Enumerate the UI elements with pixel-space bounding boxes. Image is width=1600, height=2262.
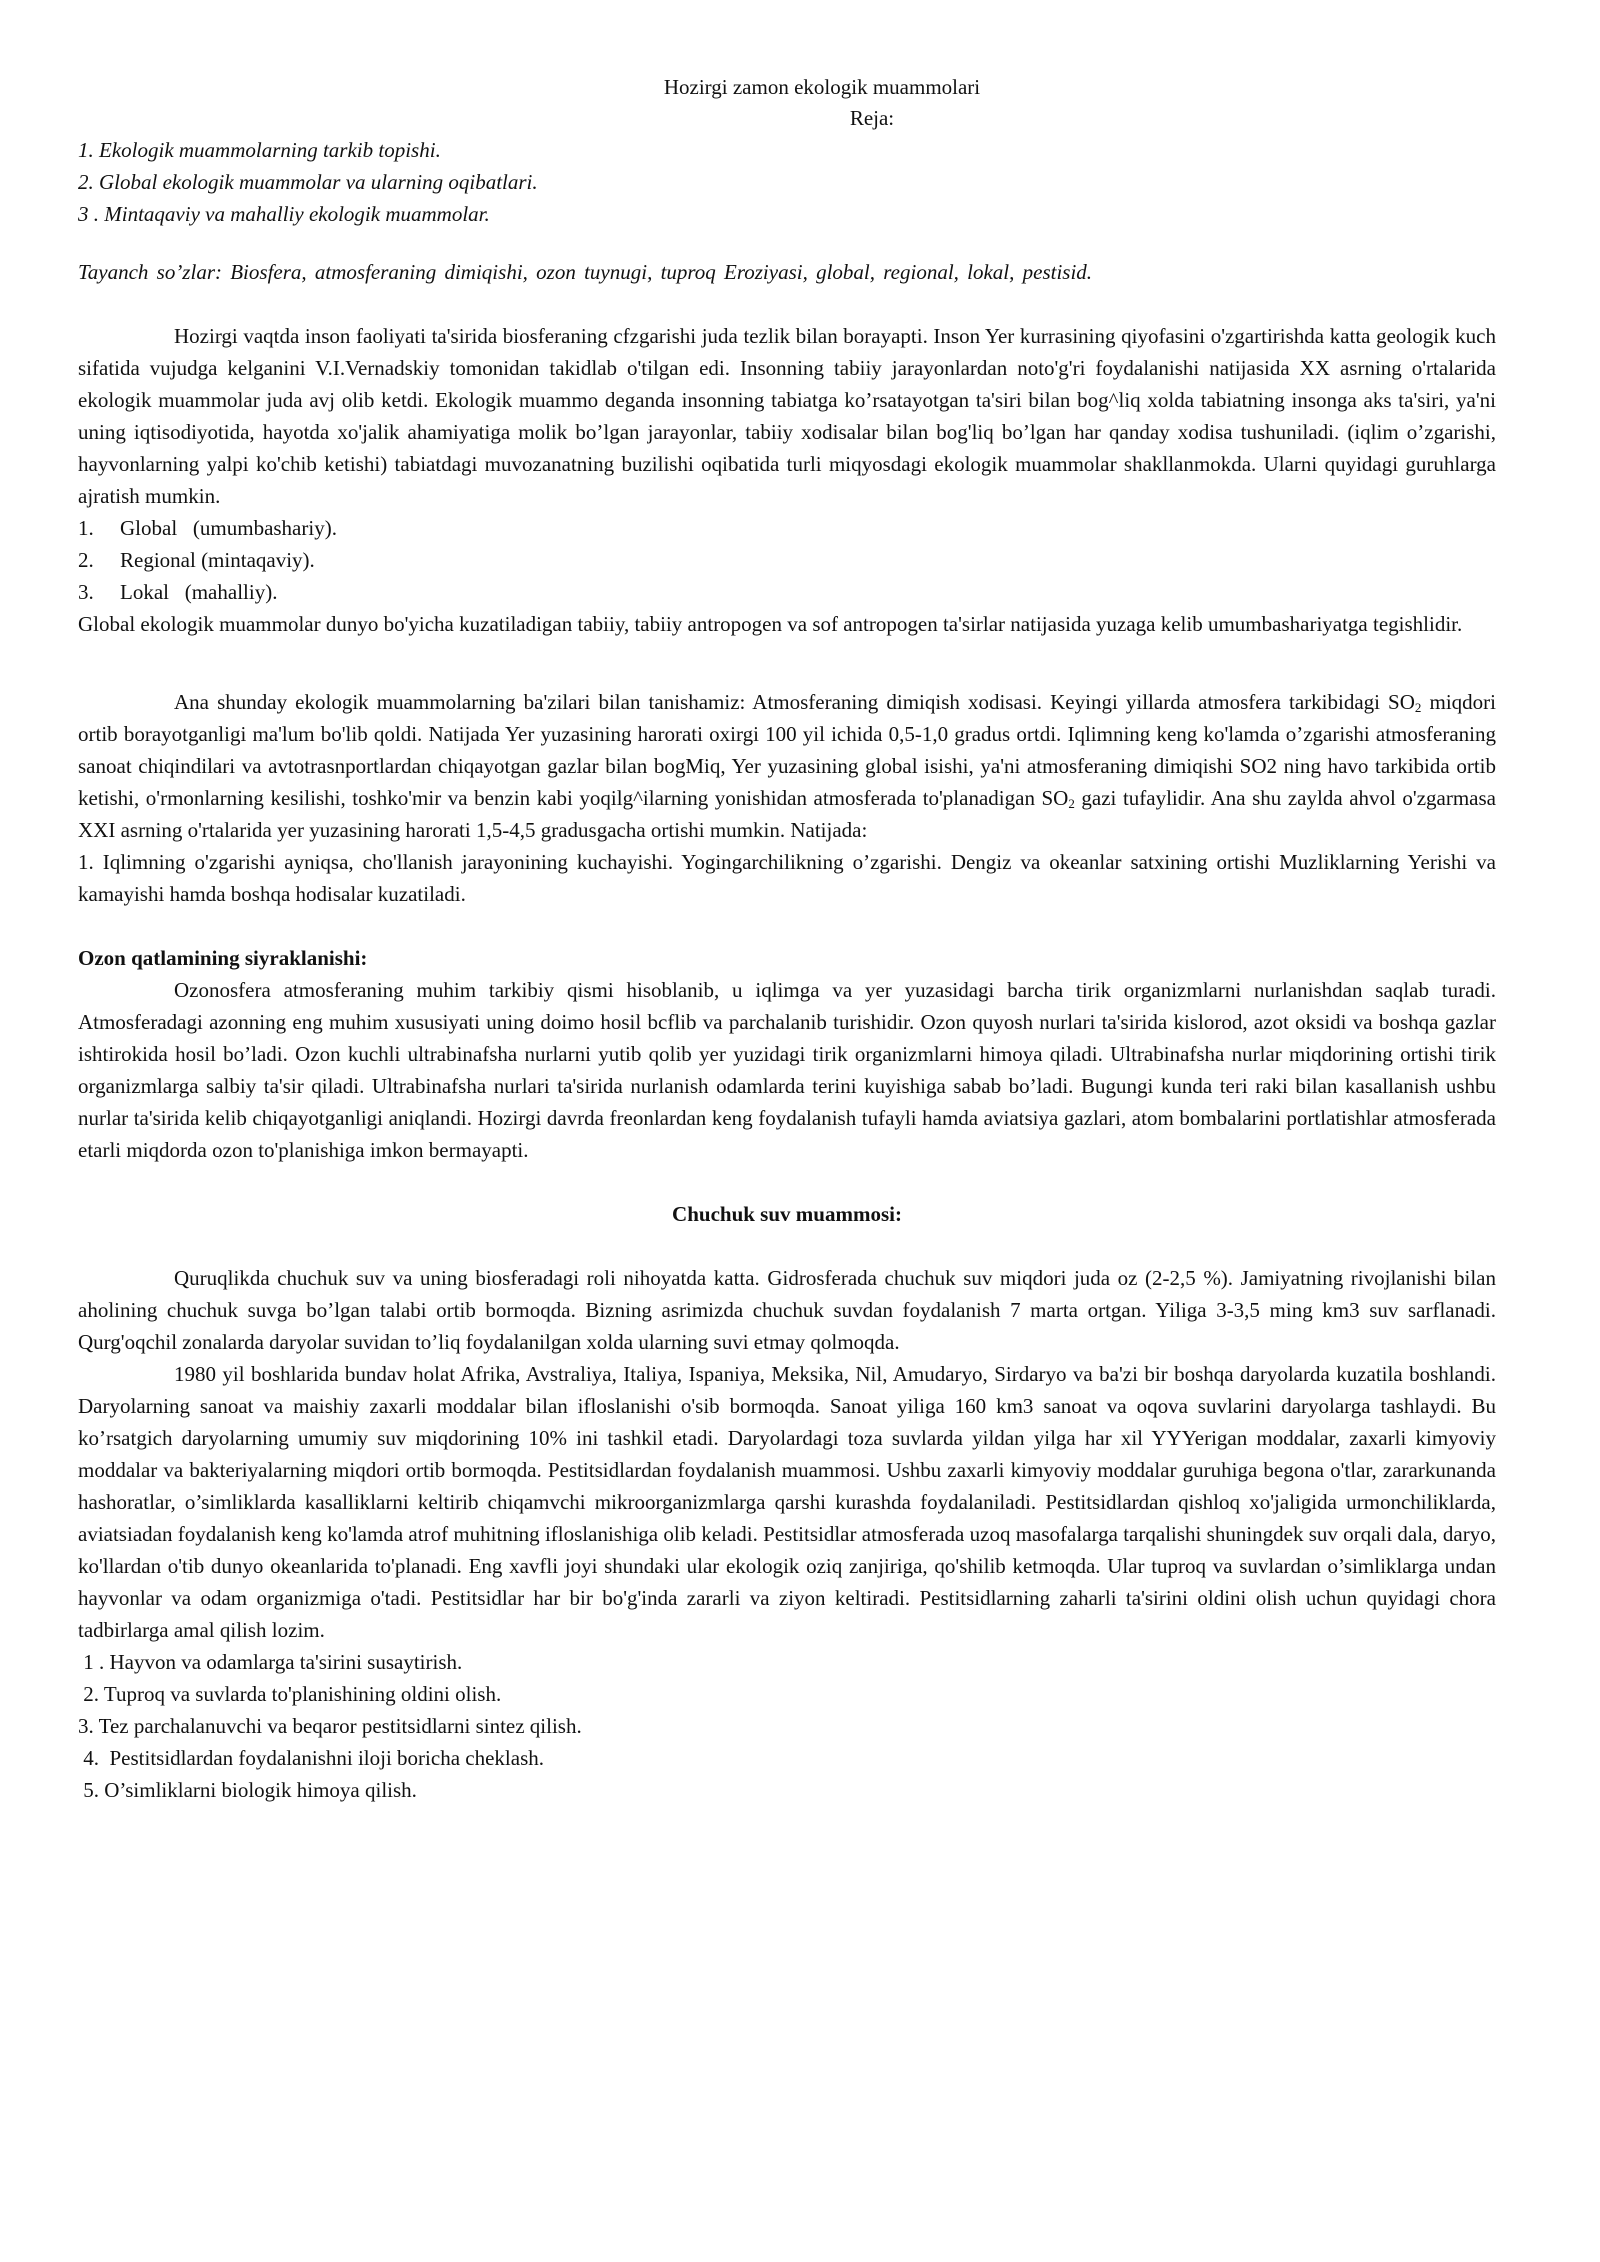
ozone-heading: Ozon qatlamining siyraklanishi: — [78, 946, 368, 970]
list-item: 3. Lokal (mahalliy). — [78, 580, 278, 604]
document-title: Hozirgi zamon ekologik muammolari — [663, 75, 981, 99]
plan-item: 1. Ekologik muammolarning tarkib topishi. — [78, 138, 441, 162]
subscript-2: 2 — [1414, 700, 1422, 715]
atmosphere-text-part3: gazi tufaylidir. Ana shu zaylda ahvol o'zgarmasa XXI asrning o'rtalarida yer yuzasining harorati 1,5-4,5 gradusgacha ortishi mumkin. Natijada: — [78, 786, 1496, 842]
intro-paragraph: Hozirgi vaqtda inson faoliyati ta'sirida biosferaning cfzgarishi juda tezlik bilan borayapti. Inson Yer kurrasining qiyofasini o'zgartirishda katta geologik kuch sifatida vujudga kelganini V.I.Vernadskiy tomonidan takidlab o'tilgan edi. Insonning tabiiy jarayonlardan noto'g'ri foydalanishi natijasida XX asrning o'rtalarida ekologik muammolar juda avj olib ketdi. Ekologik muammo deganda insonning tabiatga ko’rsatayotgan ta'siri bilan bog^liq xolda tabiatning insonga aks ta'siri, ya'ni uning iqtisodiyotida, hayotda xo'jalik ahamiyatiga molik bo’lgan jarayonlar, tabiiy xodisalar bilan bog'liq bo’lgan har qanday xodisa tushuniladi. (iqlim o’zgarishi, hayvonlarning yalpi ko'chib ketishi) tabiatdagi muvozanatning buzilishi oqibatida turli miqyosdagi ekologik muammolar shakllanmokda. Ularni quyidagi guruhlarga ajratish mumkin. — [78, 324, 1496, 508]
list-item: 1. Global (umumbashariy). — [78, 516, 337, 540]
atmosphere-text-part1: Ana shunday ekologik muammolarning ba'zilari bilan tanishamiz: Atmosferaning dimiqish xodisasi. Keyingi yillarda atmosfera tarkibidagi SO — [174, 690, 1415, 714]
list-item: 2. Tuproq va suvlarda to'planishining oldini olish. — [78, 1682, 502, 1706]
subscript-2: 2 — [1068, 796, 1075, 811]
document-page — [78, 72, 1496, 1806]
plan-label: Reja: — [849, 106, 895, 130]
water-paragraph-2: 1980 yil boshlarida bundav holat Afrika, Avstraliya, Italiya, Ispaniya, Meksika, Nil, Amudaryo, Sirdaryo va ba'zi bir boshqa daryolarda kuzatila boshlandi. Daryolarning sanoat va maishiy zaxarli moddalar bilan ifloslanishi o'sib bormoqda. Sanoat yiliga 160 km3 sanoat va oqova suvlarini daryolarga tashlaydi. Bu ko’rsatgich daryolarning umumiy suv miqdorining 10% ini tashkil etadi. Daryolardagi toza suvlarda yildan yilga har xil YYYerigan moddalar, zaxarli kimyoviy moddalar va bakteriyalarning miqdori ortib bormoqda. Pestitsidlardan foydalanish muammosi. Ushbu zaxarli kimyoviy moddalar guruhiga begona o'tlar, zararkunanda hashoratlar, o’simliklarda kasalliklarni keltirib chiqamvchi mikroorganizmlarga qarshi kurashda foydalaniladi. Pestitsidlardan qishloq xo'jaligida urmonchiliklarda, aviatsiadan foydalanish keng ko'lamda atrof muhitning ifloslanishiga olib keladi. Pestitsidlar atmosferada uzoq masofalarga tarqalishi shuningdek suv orqali dala, daryo, ko'llardan o'tib dunyo okeanlarida to'planadi. Eng xavfli joyi shundaki ular ekologik oziq zanjiriga, qo'shilib ketmoqda. Ular tuproq va suvlardan o’simliklarga undan hayvonlar va odam organizmiga o'tadi. Pestitsidlar har bir bo'g'inda zararli va ziyon keltiradi. Pestitsidlarning zaharli ta'sirini oldini olish uchun quyidagi chora tadbirlarga amal qilish lozim. — [78, 1362, 1496, 1642]
types-list — [78, 512, 1496, 608]
atmosphere-paragraph — [78, 686, 1496, 846]
water-paragraph-1: Quruqlikda chuchuk suv va uning biosferadagi roli nihoyatda katta. Gidrosferada chuchuk suv miqdori juda oz (2-2,5 %). Jamiyatning rivojlanishi bilan aholining chuchuk suvga bo’lgan talabi ortib bormoqda. Bizning asrimizda chuchuk suvdan foydalanish 7 marta ortgan. Yiliga 3-3,5 ming km3 suv sarflanadi. Qurg'oqchil zonalarda daryolar suvidan to’liq foydalanilgan xolda ularning suvi etmay qolmoqda. — [78, 1266, 1496, 1354]
plan-list — [78, 134, 1496, 230]
plan-item: 2. Global ekologik muammolar va ularning oqibatlari. — [78, 170, 538, 194]
ozone-paragraph: Ozonosfera atmosferaning muhim tarkibiy qismi hisoblanib, u iqlimga va yer yuzasidagi barcha tirik organizmlarni nurlanishdan saqlab turadi. Atmosferadagi azonning eng muhim xususiyati uning doimo hosil bcflib va parchalanib turishidir. Ozon quyosh nurlari ta'sirida kislorod, azot oksidi va boshqa gazlar ishtirokida hosil bo’ladi. Ozon kuchli ultrabinafsha nurlarni yutib qolib yer yuzidagi tirik organizmlarni himoya qiladi. Ultrabinafsha nurlar miqdorining ortishi tirik organizmlarga salbiy ta'sir qiladi. Ultrabinafsha nurlari ta'sirida nurlanish odamlarda terini kuyishiga sabab bo’ladi. Bugungi kunda teri raki bilan kasallanish ushbu nurlar ta'sirida kelib chiqayotganligi aniqlandi. Hozirgi davrda freonlardan keng foydalanish tufayli hamda aviatsiya gazlari, atom bombalarini portlatishlar atmosferada etarli miqdorda ozon to'planishiga imkon bermayapti. — [78, 978, 1496, 1162]
list-item: 5. O’simliklarni biologik himoya qilish. — [78, 1778, 417, 1802]
atmosphere-result-paragraph: 1. Iqlimning o'zgarishi ayniqsa, cho'llanish jarayonining kuchayishi. Yogingarchilikning o’zgarishi. Dengiz va okeanlar satxining ortishi Muzliklarning Yerishi va kamayishi hamda boshqa hodisalar kuzatiladi. — [78, 850, 1496, 906]
water-heading: Chuchuk suv muammosi: — [672, 1202, 902, 1226]
plan-item: 3 . Mintaqaviy va mahalliy ekologik muammolar. — [78, 202, 490, 226]
list-item: 3. Tez parchalanuvchi va beqaror pestitsidlarni sintez qilish. — [78, 1714, 582, 1738]
list-item: 4. Pestitsidlardan foydalanishni iloji boricha cheklash. — [78, 1746, 544, 1770]
keywords-line: Tayanch so’zlar: Biosfera, atmosferaning dimiqishi, ozon tuynugi, tuproq Eroziyasi, global, regional, lokal, pestisid. — [78, 260, 1093, 284]
measures-list — [78, 1646, 1496, 1806]
list-item: 1 . Hayvon va odamlarga ta'sirini susaytirish. — [78, 1650, 463, 1674]
atmosphere-text-part2: miqdori ortib borayotganligi ma'lum bo'lib qoldi. Natijada Yer yuzasining harorati oxirgi 100 yil ichida 0,5-1,0 gradus ortdi. Iqlimning keng ko'lamda o’zgarishi atmosferaning sanoat chiqindilari va avtotrasnportlardan chiqayotgan gazlar bilan bogMiq, Yer yuzasining global isishi, ya'ni atmosferaning dimiqishi SO2 ning havo tarkibida ortib ketishi, o'rmonlarning kesilishi, toshko'mir va benzin kabi yoqilg^ilarning yonishidan atmosferada to'planadigan SO — [78, 690, 1496, 810]
list-item: 2. Regional (mintaqaviy). — [78, 548, 315, 572]
global-definition-paragraph: Global ekologik muammolar dunyo bo'yicha kuzatiladigan tabiiy, tabiiy antropogen va sof antropogen ta'sirlar natijasida yuzaga kelib umumbashariyatga tegishlidir. — [78, 612, 1463, 636]
